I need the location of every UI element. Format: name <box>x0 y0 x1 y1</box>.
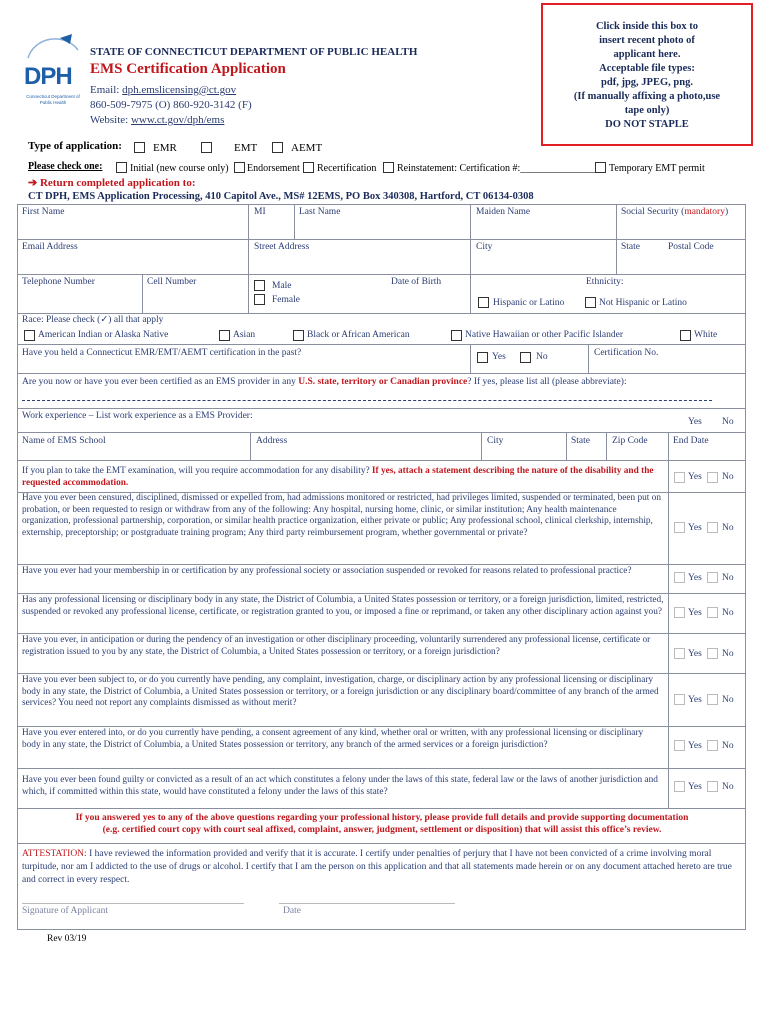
cell-label: Cell Number <box>147 277 197 287</box>
race-asian-checkbox[interactable] <box>219 330 230 341</box>
reinstatement-label: Reinstatement: Certification #:_______________ <box>397 163 596 174</box>
last-name-input[interactable] <box>295 220 469 238</box>
q4-yes-label: Yes <box>688 649 702 659</box>
if-yes-line-1: If you answered yes to any of the above questions regarding your professional history, please provide full details and provide supporting documentation <box>75 813 689 823</box>
q3-no-checkbox[interactable] <box>707 607 718 618</box>
first-name-label: First Name <box>22 207 65 217</box>
ssn-label <box>621 207 728 217</box>
check-one-label: Please check one: <box>28 161 103 172</box>
q4-no-checkbox[interactable] <box>707 648 718 659</box>
revision-label: Rev 03/19 <box>47 934 87 944</box>
state-label: State <box>621 242 640 252</box>
q2-yes-label: Yes <box>688 573 702 583</box>
question-6: Have you ever entered into, or do you currently have pending, a consent agreement of any kind, whether oral or written, with any professional licensing or disciplinary body in any state, the District of Columbia, a United States possession or territory, any branch of the armed services or a foreign jurisdiction? <box>22 728 644 750</box>
hispanic-label: Hispanic or Latino <box>493 298 565 308</box>
aemt-checkbox[interactable] <box>272 142 283 153</box>
race-american-indian-checkbox[interactable] <box>24 330 35 341</box>
race-white-checkbox[interactable] <box>680 330 691 341</box>
work-no-header: No <box>722 417 734 427</box>
if-yes-note <box>20 812 744 836</box>
initial-label: Initial (new course only) <box>130 163 229 174</box>
school-state-label: State <box>571 436 590 446</box>
school-zip-label: Zip Code <box>612 436 648 446</box>
race-american-indian-label: American Indian or Alaska Native <box>38 330 169 340</box>
question-7: Have you ever been found guilty or convicted as a result of an act which constitutes a felony under the laws of this state, federal law or the laws of another jurisdiction and which, if committed within this state, would have constituted a felony under the laws of this state? <box>22 775 658 797</box>
form-title: EMS Certification Application <box>90 61 286 77</box>
not-hispanic-checkbox[interactable] <box>585 297 596 308</box>
aemt-label: AEMT <box>291 142 323 154</box>
email-address-label: Email Address <box>22 242 78 252</box>
maiden-name-label: Maiden Name <box>476 207 531 217</box>
other-states-question <box>22 377 627 387</box>
q1-yes-checkbox[interactable] <box>674 522 685 533</box>
question-2: Have you ever had your membership in or certification by any professional society or association suspended or revoked for reasons related to professional practice? <box>22 566 632 576</box>
emr-label: EMR <box>153 142 177 154</box>
photo-line-5: pdf, jpg, JPEG, png. <box>601 77 693 88</box>
department-name: STATE OF CONNECTICUT DEPARTMENT OF PUBLIC HEALTH <box>90 46 418 58</box>
other-states-q-start: Are you now or have you ever been certified as an EMS provider in any <box>22 377 299 387</box>
q3-yes-label: Yes <box>688 608 702 618</box>
accommodation-no-label: No <box>722 472 734 482</box>
q5-yes-label: Yes <box>688 695 702 705</box>
race-white-label: White <box>694 330 718 340</box>
q7-no-checkbox[interactable] <box>707 781 718 792</box>
q6-no-checkbox[interactable] <box>707 740 718 751</box>
emr-checkbox[interactable] <box>134 142 145 153</box>
prior-cert-no-checkbox[interactable] <box>520 352 531 363</box>
return-label: Return completed application to: <box>39 177 196 189</box>
website-line <box>90 114 224 126</box>
q2-yes-checkbox[interactable] <box>674 572 685 583</box>
q2-no-checkbox[interactable] <box>707 572 718 583</box>
prior-cert-yes-checkbox[interactable] <box>477 352 488 363</box>
attestation-body: I have reviewed the information provided and verify that it is accurate. I certify under penalties of perjury that I have not been convicted of a crime involving moral turpitude, nor am I addicted to the use of drugs or alcohol. I certify that I am the person on this application and that all statements made herein or on any document attached hereto are true and correct in every respect. <box>22 849 732 885</box>
endorsement-label: Endorsement <box>247 163 300 174</box>
photo-line-4: Acceptable file types: <box>599 63 695 74</box>
school-city-label: City <box>487 436 504 446</box>
mi-label: MI <box>254 207 266 217</box>
maiden-name-input[interactable] <box>471 220 615 238</box>
q6-yes-label: Yes <box>688 741 702 751</box>
q7-no-label: No <box>722 782 734 792</box>
return-line <box>28 176 195 189</box>
race-black-label: Black or African American <box>307 330 410 340</box>
race-asian-label: Asian <box>233 330 256 340</box>
endorsement-checkbox[interactable] <box>234 162 245 173</box>
street-address-label: Street Address <box>254 242 310 252</box>
logo-text: DPH <box>24 63 72 90</box>
if-yes-line-2: (e.g. certified court copy with court seal affixed, complaint, answer, judgment, settlement or disposition) that will assist this office’s review. <box>102 825 662 835</box>
q5-no-checkbox[interactable] <box>707 694 718 705</box>
accommodation-yes-label: Yes <box>688 472 702 482</box>
photo-line-3: applicant here. <box>613 49 681 60</box>
last-name-label: Last Name <box>299 207 341 217</box>
accommodation-no-checkbox[interactable] <box>707 472 718 483</box>
school-name-label: Name of EMS School <box>22 436 106 446</box>
return-address: CT DPH, EMS Application Processing, 410 Capitol Ave., MS# 12EMS, PO Box 340308, Hartford, CT 06134-0308 <box>28 191 534 202</box>
q4-yes-checkbox[interactable] <box>674 648 685 659</box>
prior-cert-yes-label: Yes <box>492 352 506 362</box>
photo-upload-box[interactable] <box>541 3 753 146</box>
cert-number-label: Certification No. <box>594 348 659 358</box>
city-label: City <box>476 242 493 252</box>
accommodation-question <box>22 466 664 489</box>
photo-line-6: (If manually affixing a photo,use <box>573 91 721 102</box>
male-checkbox[interactable] <box>254 280 265 291</box>
photo-line-1: Click inside this box to <box>595 21 699 32</box>
q4-no-label: No <box>722 649 734 659</box>
school-end-date-label: End Date <box>673 436 709 446</box>
ethnicity-label: Ethnicity: <box>586 277 624 287</box>
email-link[interactable]: dph.emslicensing@ct.gov <box>122 84 237 96</box>
question-5: Have you ever been subject to, or do you currently have pending, any complaint, investigation, charge, or disciplinary action by any professional licensing or disciplinary body in any state, the District of Columbia, a United States possession or territory, or a foreign jurisdiction or any disciplinary board/committee of any branch of the armed services? You need not report any complaints dismissed as without merit? <box>22 675 659 709</box>
accommodation-q-text: If you plan to take the EMT examination, will you require accommodation for any disability? <box>22 466 370 476</box>
question-1: Have you ever been censured, disciplined, dismissed or expelled from, had admissions monitored or restricted, had privileges limited, suspended or terminated, been put on probation, or been requested to resign or withdraw from any of the following: Any hospital, nursing home, clinic, or similar institution; Any health maintenance organization, professional partnership, corporation, or similar health practice organization, either private or public; Any professional school, clinical clerkship, internship, externship, preceptorship; or postgraduate training program; Any third party reimbursement program, whether governmental or private? <box>22 493 661 538</box>
race-label: Race: Please check (✓) all that apply <box>22 315 164 325</box>
q3-yes-checkbox[interactable] <box>674 607 685 618</box>
other-states-blank-lines[interactable] <box>22 400 712 402</box>
work-experience-label: Work experience – List work experience as a EMS Provider: <box>22 411 253 421</box>
school-address-label: Address <box>256 436 288 446</box>
other-states-q-end: ? If yes, please list all (please abbreviate): <box>467 377 627 387</box>
temporary-permit-checkbox[interactable] <box>595 162 606 173</box>
date-line[interactable] <box>279 903 455 921</box>
hispanic-checkbox[interactable] <box>478 297 489 308</box>
postal-code-label: Postal Code <box>668 242 714 252</box>
not-hispanic-label: Not Hispanic or Latino <box>599 298 687 308</box>
q7-yes-label: Yes <box>688 782 702 792</box>
race-pacific-islander-label: Native Hawaiian or other Pacific Islander <box>465 330 624 340</box>
question-4: Have you ever, in anticipation or during the pendency of an investigation or other disciplinary proceeding, voluntarily surrendered any professional license, certificate or registration issued to you by any state, the District of Columbia, a United States possession or territory, or a foreign jurisdiction? <box>22 635 651 657</box>
ssn-input[interactable] <box>617 220 745 238</box>
accommodation-q-red: If yes, attach a statement describing the nature of the disability and the requested accommodation. <box>22 466 654 488</box>
email-label: Email: <box>90 84 120 96</box>
q2-no-label: No <box>722 573 734 583</box>
mi-input[interactable] <box>249 220 293 238</box>
temporary-permit-label: Temporary EMT permit <box>609 163 705 174</box>
reinstatement-checkbox[interactable] <box>383 162 394 173</box>
accommodation-yes-checkbox[interactable] <box>674 472 685 483</box>
q1-no-checkbox[interactable] <box>707 522 718 533</box>
photo-line-7: tape only) <box>624 105 670 116</box>
emt-checkbox[interactable] <box>201 142 212 153</box>
attestation-label: ATTESTATION: <box>22 849 87 859</box>
race-pacific-islander-checkbox[interactable] <box>451 330 462 341</box>
recertification-checkbox[interactable] <box>303 162 314 173</box>
q7-yes-checkbox[interactable] <box>674 781 685 792</box>
application-type-label: Type of application: <box>28 140 122 152</box>
question-3: Has any professional licensing or disciplinary body in any state, the District of Columbia, a United States possession or territory, or a foreign jurisdiction, limited, restricted, suspended or revoked any professional license, certificate, or registration granted to you, or imposed a fine or reprimand, or taken any other disciplinary action against you? <box>22 595 664 617</box>
q1-no-label: No <box>722 523 734 533</box>
q5-yes-checkbox[interactable] <box>674 694 685 705</box>
q6-no-label: No <box>722 741 734 751</box>
male-label: Male <box>272 281 292 291</box>
date-label: Date <box>283 906 301 916</box>
ssn-mandatory: mandatory <box>684 207 725 217</box>
signature-label: Signature of Applicant <box>22 906 109 916</box>
q5-no-label: No <box>722 695 734 705</box>
dph-logo <box>20 30 86 120</box>
attestation-text <box>22 848 740 887</box>
q1-yes-label: Yes <box>688 523 702 533</box>
telephone-label: Telephone Number <box>22 277 95 287</box>
other-states-q-red: U.S. state, territory or Canadian province <box>298 377 468 387</box>
website-link[interactable]: www.ct.gov/dph/ems <box>130 114 225 126</box>
email-line <box>90 84 236 96</box>
photo-line-8: DO NOT STAPLE <box>605 119 689 130</box>
q6-yes-checkbox[interactable] <box>674 740 685 751</box>
emt-label: EMT <box>234 142 258 154</box>
photo-line-2: insert recent photo of <box>599 35 695 46</box>
work-yes-header: Yes <box>688 417 702 427</box>
ssn-label-text: Social Security ( <box>621 207 685 217</box>
q3-no-label: No <box>722 608 734 618</box>
first-name-input[interactable] <box>18 220 247 238</box>
female-label: Female <box>272 295 300 305</box>
dob-label: Date of Birth <box>391 277 442 287</box>
initial-checkbox[interactable] <box>116 162 127 173</box>
phone-line: 860-509-7975 (O) 860-920-3142 (F) <box>90 99 252 111</box>
prior-cert-question: Have you held a Connecticut EMR/EMT/AEMT certification in the past? <box>22 348 302 358</box>
arrow-icon: ➔ <box>28 177 38 189</box>
website-label: Website: <box>90 114 129 126</box>
race-black-checkbox[interactable] <box>293 330 304 341</box>
female-checkbox[interactable] <box>254 294 265 305</box>
logo-caption: Connecticut Department of Public Health <box>26 94 80 105</box>
prior-cert-no-label: No <box>536 352 548 362</box>
ssn-label-close: ) <box>724 207 729 217</box>
recertification-label: Recertification <box>317 163 377 174</box>
